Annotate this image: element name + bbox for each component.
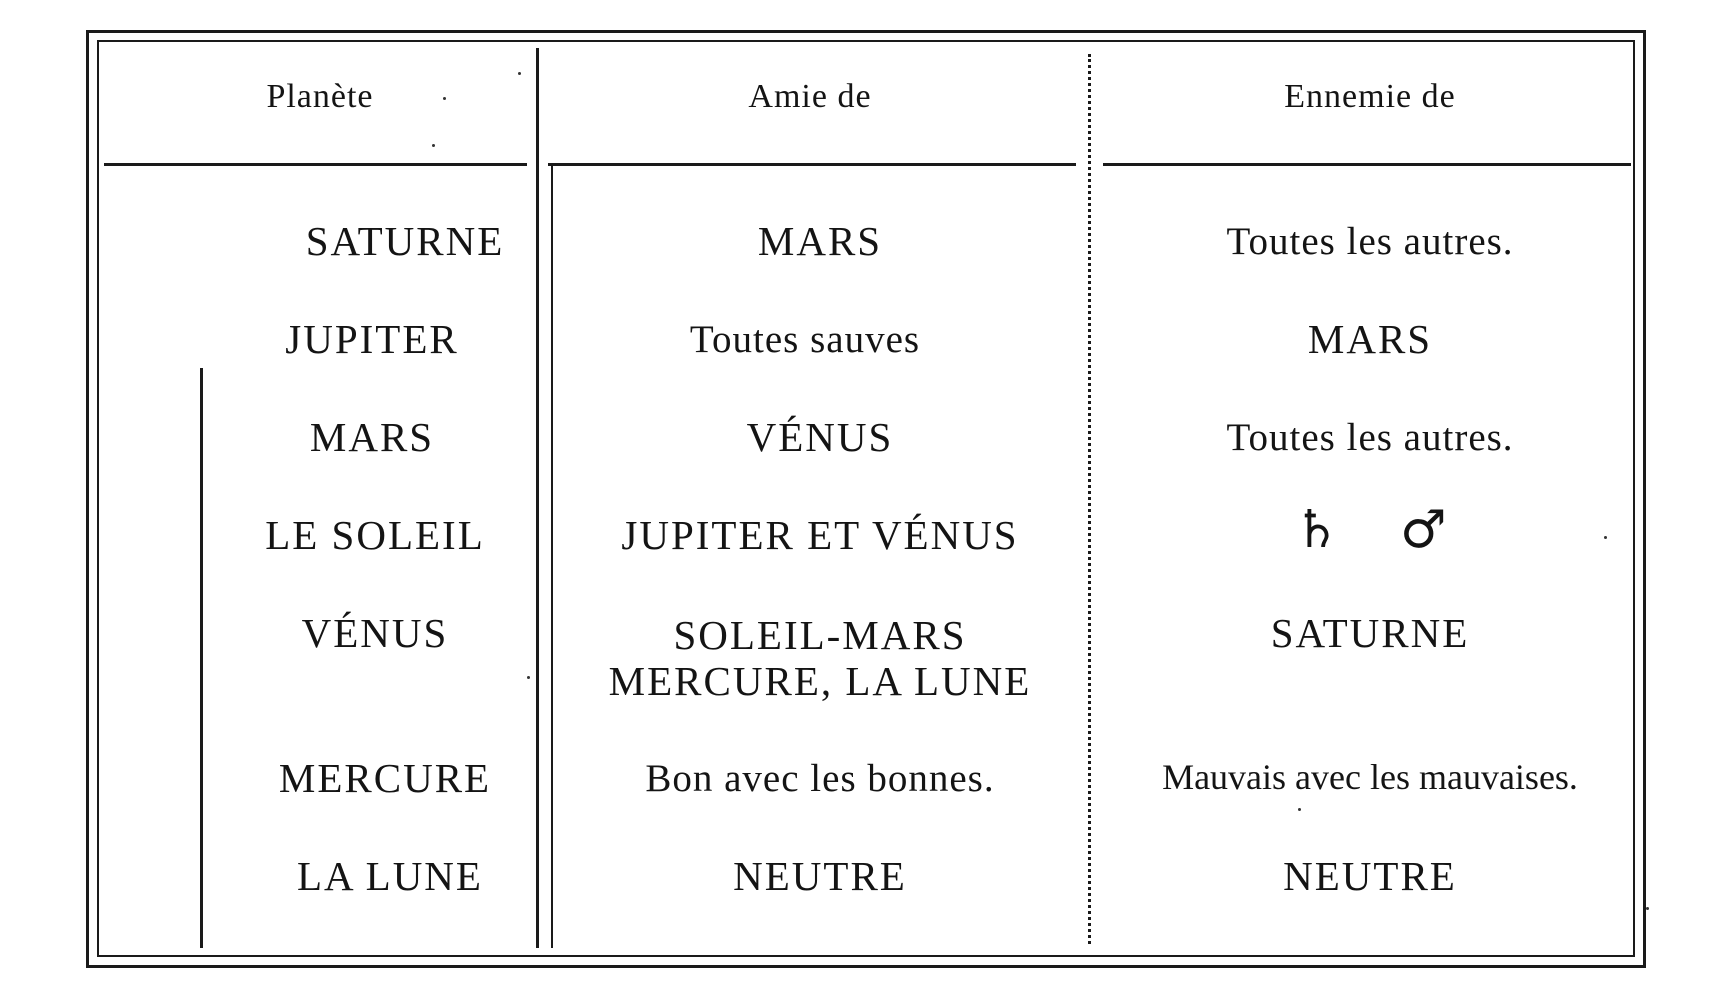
enemy-cell: Toutes les autres. — [1226, 416, 1514, 459]
friend-cell: Bon avec les bonnes. — [645, 757, 995, 800]
friend-line: MERCURE, LA LUNE — [608, 658, 1032, 704]
scan-speck — [432, 144, 435, 147]
mars-symbol-icon: ♂ — [1400, 500, 1447, 560]
header-friend: Amie de — [748, 78, 872, 115]
friend-cell: Toutes sauves — [689, 318, 921, 361]
enemy-cell: SATURNE — [1270, 610, 1470, 656]
scan-speck — [527, 676, 530, 679]
enemy-cell: Mauvais avec les mauvaises. — [1162, 757, 1578, 797]
friend-cell: MARS — [757, 218, 883, 264]
friend-cell — [560, 612, 1080, 704]
scan-speck — [1298, 808, 1301, 811]
planet-cell: LE SOLEIL — [265, 512, 485, 558]
saturn-symbol-icon: ♄ — [1293, 500, 1340, 560]
planet-cell: SATURNE — [305, 218, 505, 264]
enemy-cell: NEUTRE — [1283, 853, 1457, 899]
enemy-cell: MARS — [1307, 316, 1433, 362]
scan-speck — [443, 97, 446, 100]
scan-speck — [518, 72, 521, 75]
header-enemy: Ennemie de — [1284, 78, 1456, 115]
header-planet: Planète — [266, 78, 374, 115]
table-frame-inner — [97, 40, 1635, 957]
enemy-cell — [1105, 500, 1635, 560]
friend-cell: NEUTRE — [733, 853, 907, 899]
column-divider-left-margin — [200, 368, 203, 948]
planet-cell: LA LUNE — [297, 853, 483, 899]
friend-cell: JUPITER ET VÉNUS — [621, 512, 1019, 558]
column-divider-1 — [536, 48, 539, 948]
header-rule-planet — [104, 163, 527, 166]
planet-cell: VÉNUS — [301, 610, 449, 656]
scan-speck — [1646, 907, 1649, 910]
planet-cell: MARS — [309, 414, 435, 460]
friend-line: SOLEIL-MARS — [673, 612, 967, 658]
enemy-cell: Toutes les autres. — [1226, 220, 1514, 263]
header-rule-friend — [548, 163, 1076, 166]
header-rule-enemy — [1103, 163, 1631, 166]
planet-cell: JUPITER — [285, 316, 459, 362]
column-divider-2-dotted — [1088, 54, 1091, 944]
planet-cell: MERCURE — [278, 755, 492, 801]
friend-cell: VÉNUS — [746, 414, 894, 460]
scan-speck — [1604, 536, 1607, 539]
column-divider-1-inner — [551, 166, 553, 948]
